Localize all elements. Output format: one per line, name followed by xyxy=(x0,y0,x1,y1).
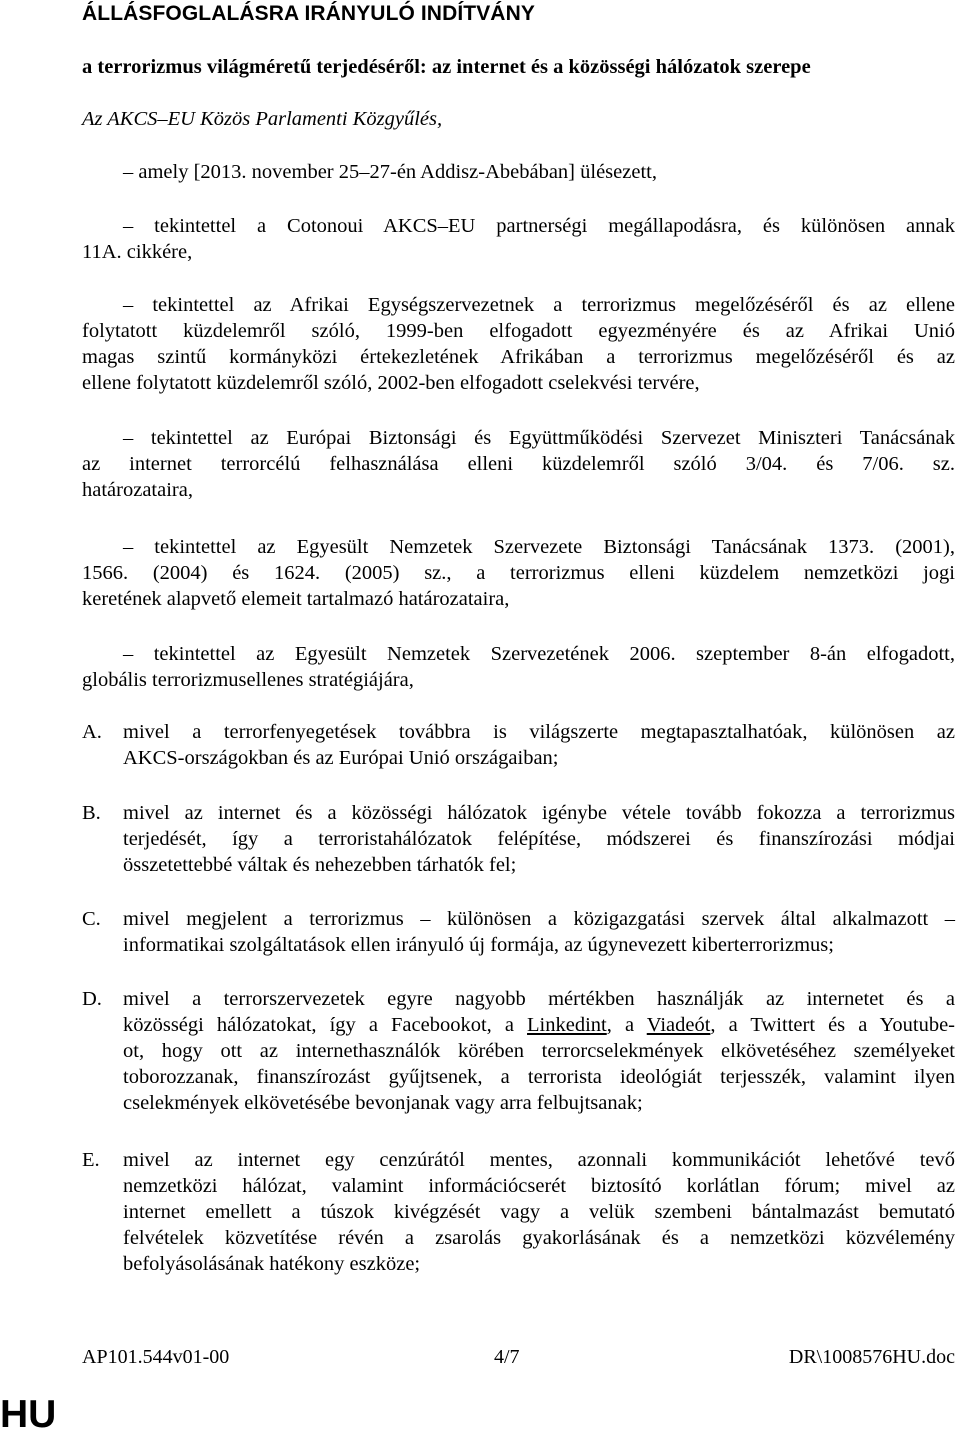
file-reference: DR\1008576HU.doc xyxy=(788,1346,955,1368)
citation-5 xyxy=(82,534,955,612)
citation-line: magas szintű kormányközi értekezletének Afrikában a terrorizmus megelőzéséről és az xyxy=(82,346,955,368)
document-subtitle: a terrorizmus világméretű terjedéséről: az internet és a közösségi hálózatok szerepe xyxy=(82,56,811,78)
recital-line: ot, hogy ott az internethasználók körében terrorcselekmények elkövetéséhez személyeket xyxy=(123,1040,955,1062)
citation-line: ellene folytatott küzdelemről szóló, 2002-ben elfogadott cselekvési tervére, xyxy=(82,372,700,394)
citation-line: folytatott küzdelemről szóló, 1999-ben elfogadott egyezményére és az Afrikai Unió xyxy=(82,320,955,342)
page-number: 4/7 xyxy=(494,1346,520,1368)
recital-line: mivel a terrorfenyegetések továbbra is világszerte megtapasztalhatóak, különösen az xyxy=(123,721,955,743)
citation-line: az internet terrorcélú felhasználása elleni küzdelemről szóló 3/04. és 7/06. sz. xyxy=(82,453,955,475)
citation-line: – tekintettel az Európai Biztonsági és Együttműködési Szervezet Miniszteri Tanácsának xyxy=(123,427,955,449)
recital-line: informatikai szolgáltatások ellen irányuló új formája, az úgynevezett kiberterrorizmus; xyxy=(123,934,834,956)
recital-text: közösségi hálózatokat, így a Facebookot, a xyxy=(123,1014,528,1036)
citation-3 xyxy=(82,292,955,396)
citation-4 xyxy=(82,425,955,503)
citation-line: határozataira, xyxy=(82,479,193,501)
recital-text: , a xyxy=(606,1014,647,1036)
recital-b xyxy=(82,800,955,878)
citation-line: – tekintettel az Egyesült Nemzetek Szervezetének 2006. szeptember 8-án elfogadott, xyxy=(123,643,955,665)
recital-letter: D. xyxy=(82,988,102,1010)
recital-text: , a Twittert és a Youtube- xyxy=(710,1014,956,1036)
recital-letter: C. xyxy=(82,908,101,930)
recital-letter: A. xyxy=(82,721,102,743)
recital-e xyxy=(82,1147,955,1277)
citation-line: 1566. (2004) és 1624. (2005) sz., a terrorizmus elleni küzdelem nemzetközi jogi xyxy=(82,562,955,584)
citation-1 xyxy=(123,159,955,185)
document-title: ÁLLÁSFOGLALÁSRA IRÁNYULÓ INDÍTVÁNY xyxy=(82,2,535,25)
recital-a xyxy=(82,719,955,771)
recital-letter: E. xyxy=(82,1149,100,1171)
viadeo-link[interactable]: Viadeót xyxy=(646,1014,711,1036)
citation-line: – tekintettel az Egyesült Nemzetek Szervezete Biztonsági Tanácsának 1373. (2001), xyxy=(123,536,955,558)
recital-line: mivel megjelent a terrorizmus – különösen a közigazgatási szervek által alkalmazott – xyxy=(123,908,955,930)
recital-line: cselekmények elkövetésébe bevonjanak vagy arra felbujtsanak; xyxy=(123,1092,643,1114)
assembly-name: Az AKCS–EU Közös Parlamenti Közgyűlés, xyxy=(82,108,443,130)
recital-line: toborozzanak, finanszírozást gyűjtsenek, a terrorista ideológiát terjesszék, valamint ilyen xyxy=(123,1066,955,1088)
citation-line: 11A. cikkére, xyxy=(82,241,193,263)
linkedin-link[interactable]: Linkedint xyxy=(527,1014,607,1036)
page-footer xyxy=(82,1346,955,1372)
recital-line: internet emellett a túszok kivégzését vagy a velük szembeni bántalmazást bemutató xyxy=(123,1201,955,1223)
recital-d xyxy=(82,986,955,1116)
language-code: HU xyxy=(0,1393,57,1436)
citation-line: – tekintettel a Cotonoui AKCS–EU partnerségi megállapodásra, és különösen annak xyxy=(123,215,955,237)
recital-line: mivel a terrorszervezetek egyre nagyobb mértékben használják az internetet és a xyxy=(123,988,955,1010)
document-reference: AP101.544v01-00 xyxy=(82,1346,230,1368)
recital-c xyxy=(82,906,955,958)
recital-line: összetettebbé váltak és nehezebben tárhatók fel; xyxy=(123,854,517,876)
citation-line: – tekintettel az Afrikai Egységszervezetnek a terrorizmus megelőzéséről és az ellene xyxy=(123,294,955,316)
recital-line xyxy=(123,1012,955,1038)
citation-line: globális terrorizmusellenes stratégiájára, xyxy=(82,669,414,691)
recital-letter: B. xyxy=(82,802,101,824)
recital-line: mivel az internet és a közösségi hálózatok igénybe vétele tovább fokozza a terrorizmus xyxy=(123,802,955,824)
citation-line: keretének alapvető elemeit tartalmazó határozataira, xyxy=(82,588,510,610)
citation-6 xyxy=(82,641,955,693)
recital-line: befolyásolásának hatékony eszköze; xyxy=(123,1253,421,1275)
citation-2 xyxy=(82,213,955,265)
recital-line: nemzetközi hálózat, valamint információcserét biztosító korlátlan fórum; mivel az xyxy=(123,1175,955,1197)
recital-line: terjedését, így a terroristahálózatok felépítése, módszerei és finanszírozási módjai xyxy=(123,828,955,850)
recital-line: felvételek közvetítése révén a zsarolás gyakorlásának és a nemzetközi közvélemény xyxy=(123,1227,955,1249)
citation-line: – amely [2013. november 25–27-én Addisz-Abebában] ülésezett, xyxy=(123,161,657,183)
recital-line: mivel az internet egy cenzúrától mentes, azonnali kommunikációt lehetővé tevő xyxy=(123,1149,955,1171)
recital-line: AKCS-országokban és az Európai Unió országaiban; xyxy=(123,747,559,769)
